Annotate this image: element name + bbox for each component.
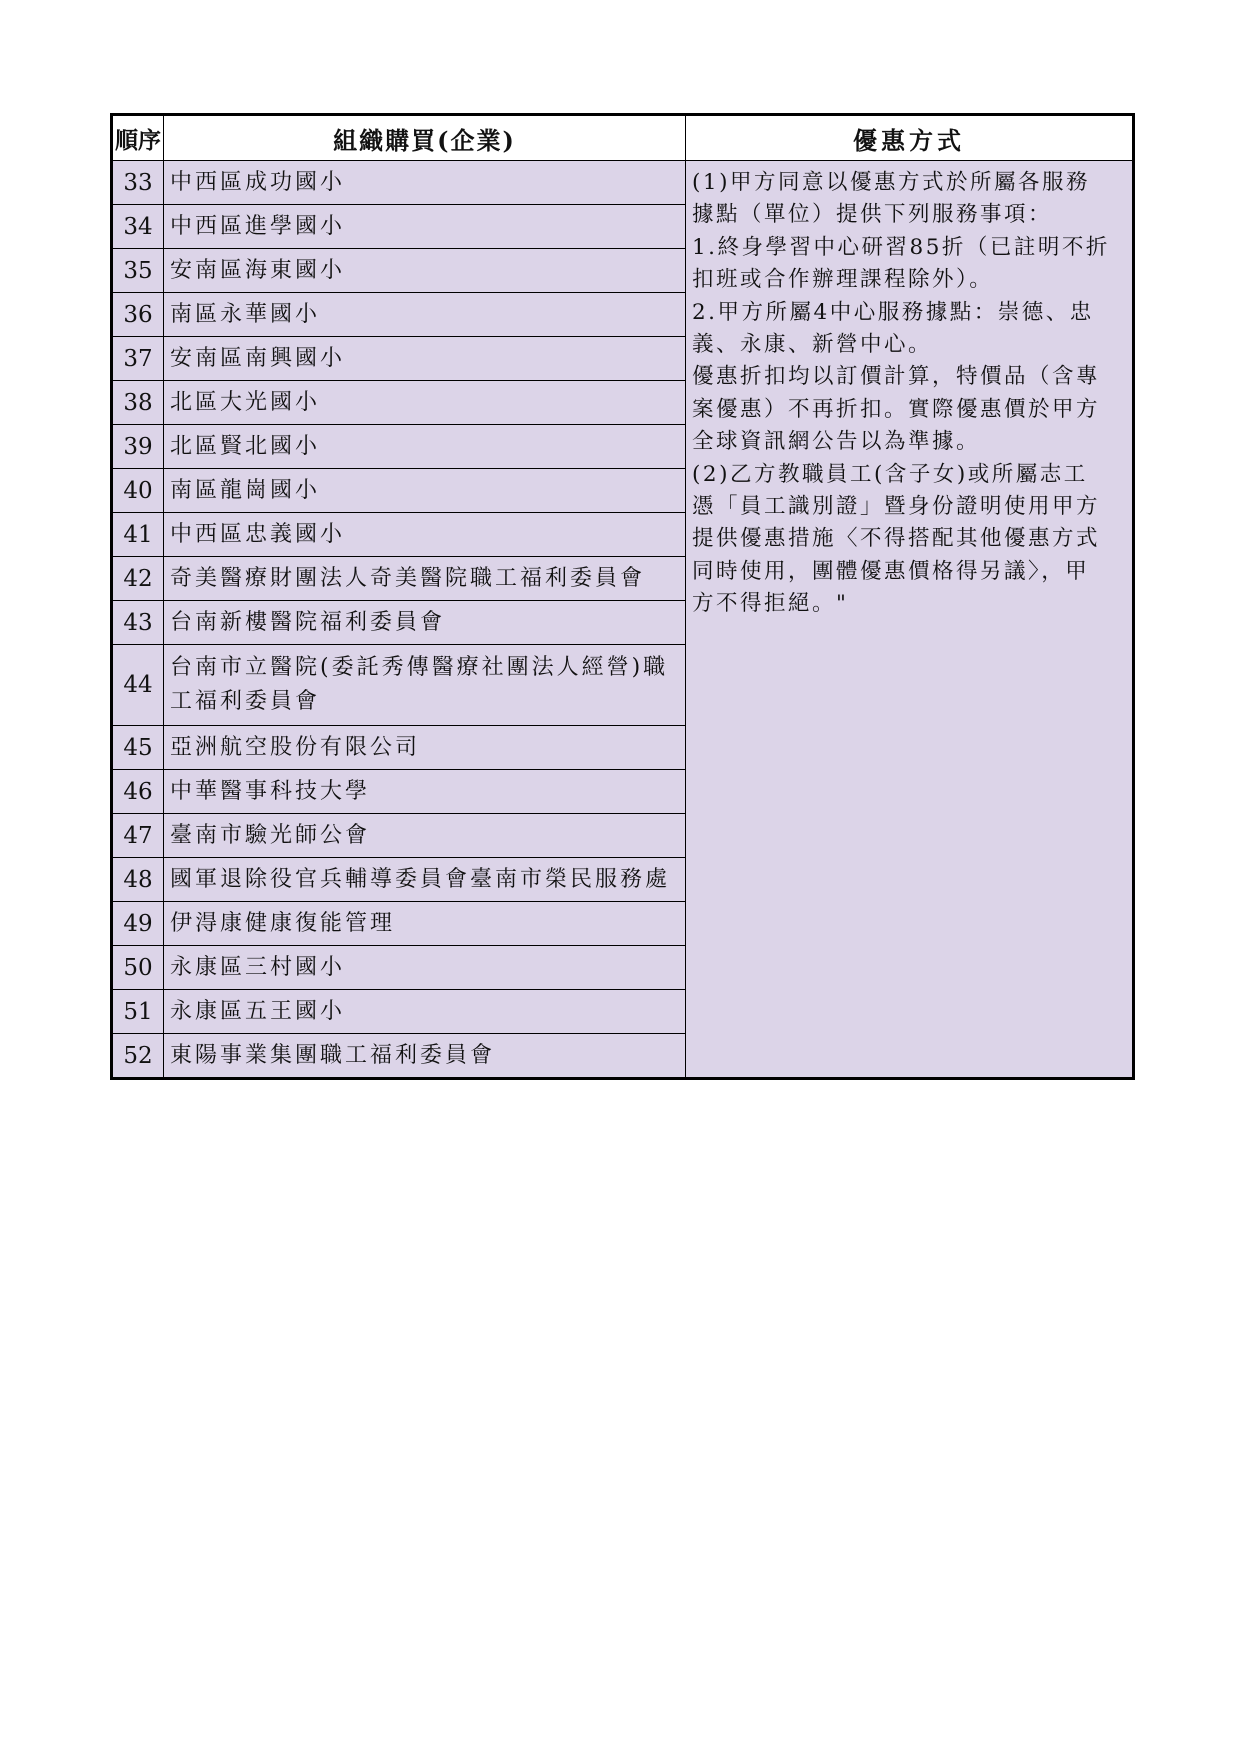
header-seq: 順序: [112, 115, 164, 161]
row-org: 東陽事業集團職工福利委員會: [164, 1034, 686, 1079]
row-seq: 43: [112, 601, 164, 645]
header-org: 組織購買(企業): [164, 115, 686, 161]
discount-line: 2.甲方所屬4中心服務據點：崇德、忠: [692, 299, 1094, 325]
discount-line: 提供優惠措施〈不得搭配其他優惠方式: [692, 526, 1101, 552]
row-seq: 34: [112, 205, 164, 249]
row-seq: 52: [112, 1034, 164, 1079]
row-org: 安南區海東國小: [164, 249, 686, 293]
row-seq: 35: [112, 249, 164, 293]
discount-line: 同時使用，團體優惠價格得另議〉，甲: [692, 558, 1090, 584]
row-seq: 38: [112, 381, 164, 425]
row-org: 安南區南興國小: [164, 337, 686, 381]
discount-line: 全球資訊網公告以為準據。: [692, 429, 981, 455]
row-org: 台南市立醫院(委託秀傳醫療社團法人經營)職工福利委員會: [164, 645, 686, 726]
row-org: 南區永華國小: [164, 293, 686, 337]
row-seq: 36: [112, 293, 164, 337]
table-row: [112, 161, 1134, 205]
row-org: 台南新樓醫院福利委員會: [164, 601, 686, 645]
row-seq: 51: [112, 990, 164, 1034]
row-org: 永康區五王國小: [164, 990, 686, 1034]
row-org: 中西區成功國小: [164, 161, 686, 205]
row-seq: 50: [112, 946, 164, 990]
discount-line: 據點（單位）提供下列服務事項：: [692, 202, 1053, 228]
discount-line: (2)乙方教職員工(含子女)或所屬志工: [692, 461, 1088, 487]
row-seq: 49: [112, 902, 164, 946]
row-org: 國軍退除役官兵輔導委員會臺南市榮民服務處: [164, 858, 686, 902]
discount-line: 案優惠）不再折扣。實際優惠價於甲方: [692, 396, 1101, 422]
table-body: [112, 161, 1134, 1079]
discount-line: 義、永康、新營中心。: [692, 332, 933, 358]
row-org: 中華醫事科技大學: [164, 770, 686, 814]
row-org: 伊淂康健康復能管理: [164, 902, 686, 946]
row-seq: 39: [112, 425, 164, 469]
discount-line: 方不得拒絕。": [692, 591, 849, 617]
row-seq: 48: [112, 858, 164, 902]
row-seq: 44: [112, 645, 164, 726]
row-seq: 40: [112, 469, 164, 513]
discount-description: [686, 161, 1134, 1079]
row-seq: 33: [112, 161, 164, 205]
discount-line: 扣班或合作辦理課程除外）。: [692, 267, 994, 293]
discount-line: (1)甲方同意以優惠方式於所屬各服務: [692, 170, 1090, 195]
row-org: 南區龍崗國小: [164, 469, 686, 513]
row-org: 中西區進學國小: [164, 205, 686, 249]
row-org: 永康區三村國小: [164, 946, 686, 990]
row-org: 北區大光國小: [164, 381, 686, 425]
row-org: 奇美醫療財團法人奇美醫院職工福利委員會: [164, 557, 686, 601]
row-seq: 37: [112, 337, 164, 381]
discount-table-sheet: [110, 113, 1132, 1080]
discount-line: 憑「員工識別證」暨身份證明使用甲方: [692, 494, 1101, 520]
discount-table: [110, 113, 1135, 1080]
row-seq: 47: [112, 814, 164, 858]
row-org: 中西區忠義國小: [164, 513, 686, 557]
row-org: 臺南市驗光師公會: [164, 814, 686, 858]
table-header-row: [112, 115, 1134, 161]
discount-line: 1.終身學習中心研習85折（已註明不折: [692, 234, 1110, 260]
row-org: 亞洲航空股份有限公司: [164, 726, 686, 770]
row-seq: 41: [112, 513, 164, 557]
row-seq: 46: [112, 770, 164, 814]
row-seq: 42: [112, 557, 164, 601]
header-desc: 優惠方式: [686, 115, 1134, 161]
discount-line: 優惠折扣均以訂價計算，特價品（含專: [692, 364, 1101, 390]
row-org: 北區賢北國小: [164, 425, 686, 469]
row-seq: 45: [112, 726, 164, 770]
